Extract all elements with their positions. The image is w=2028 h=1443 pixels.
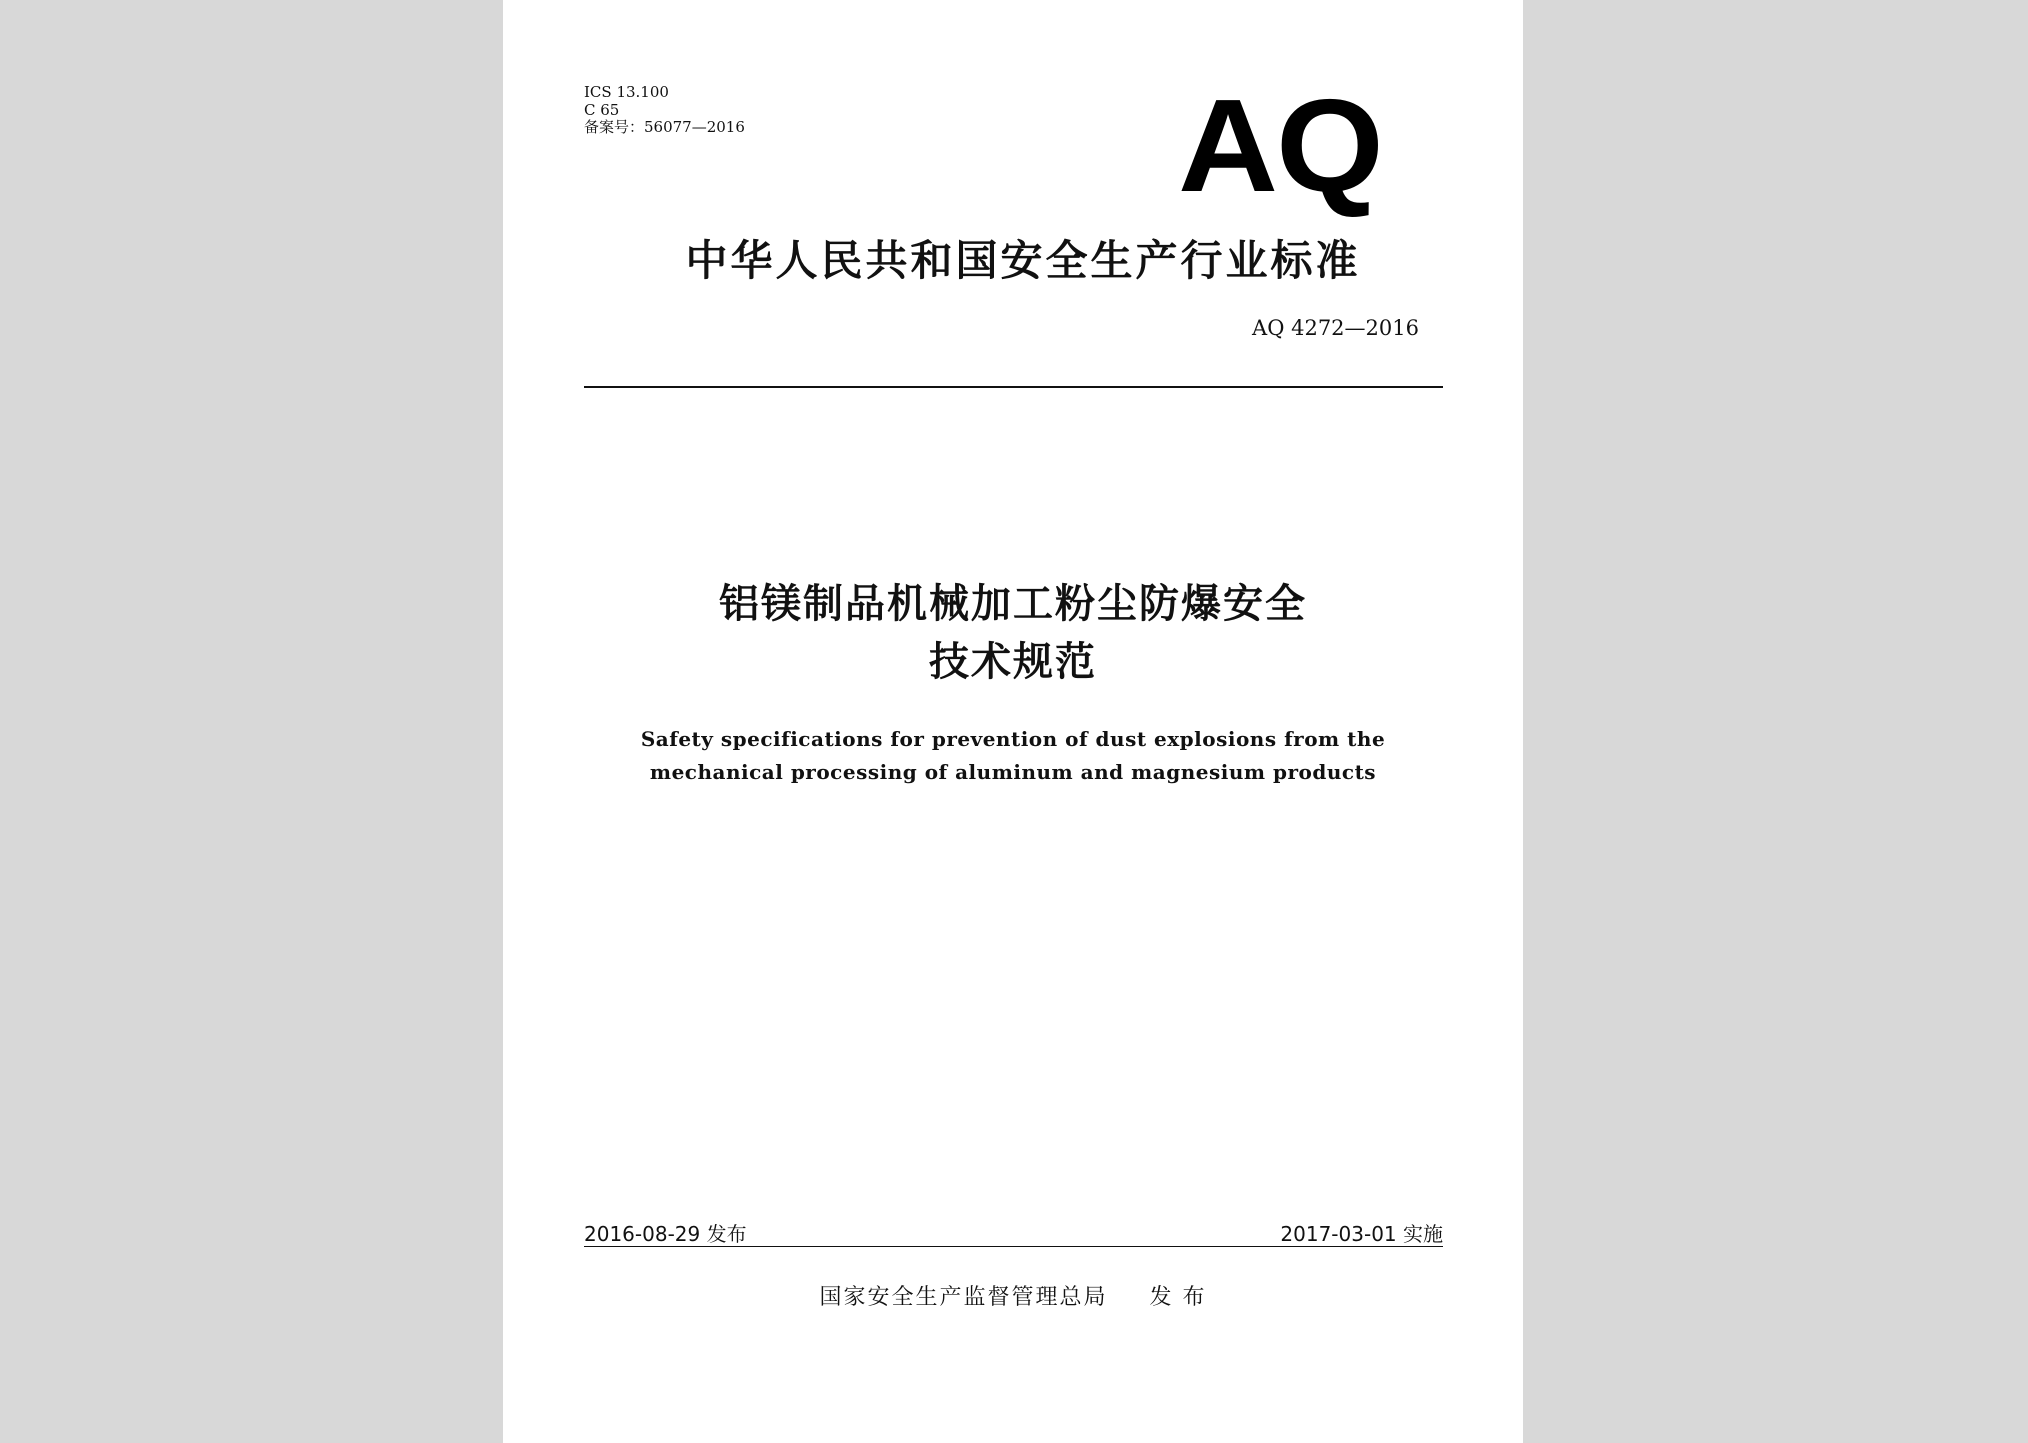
english-title-line-1: Safety specifications for prevention of dust explosions from the	[640, 727, 1386, 751]
effective-date: 2017-03-01 实施	[1280, 1222, 1443, 1246]
chinese-title-line-1: 铝镁制品机械加工粉尘防爆安全	[719, 581, 1307, 627]
english-title	[503, 723, 1523, 789]
ics-code: ICS 13.100	[584, 83, 669, 101]
issue-label: 发 布	[1149, 1285, 1207, 1310]
issue-date: 2016-08-29 发布	[584, 1222, 747, 1246]
english-title-line-2: mechanical processing of aluminum and magnesium products	[649, 760, 1377, 784]
ccs-code: C 65	[584, 100, 620, 119]
issuing-authority: 国家安全生产监督管理总局	[819, 1285, 1108, 1310]
standard-number: AQ 4272—2016	[1252, 316, 1419, 340]
aq-logo: AQ	[1178, 72, 1382, 219]
standard-title: 中华人民共和国安全生产行业标准	[685, 236, 1361, 285]
chinese-title	[503, 575, 1523, 691]
header-divider	[584, 386, 1443, 388]
document-page	[503, 0, 1523, 1443]
chinese-title-line-2: 技术规范	[929, 639, 1097, 685]
record-number: 备案号：56077—2016	[584, 118, 745, 136]
footer-divider	[584, 1246, 1443, 1247]
classification-block	[584, 84, 745, 137]
issuer-line	[503, 1280, 1523, 1311]
